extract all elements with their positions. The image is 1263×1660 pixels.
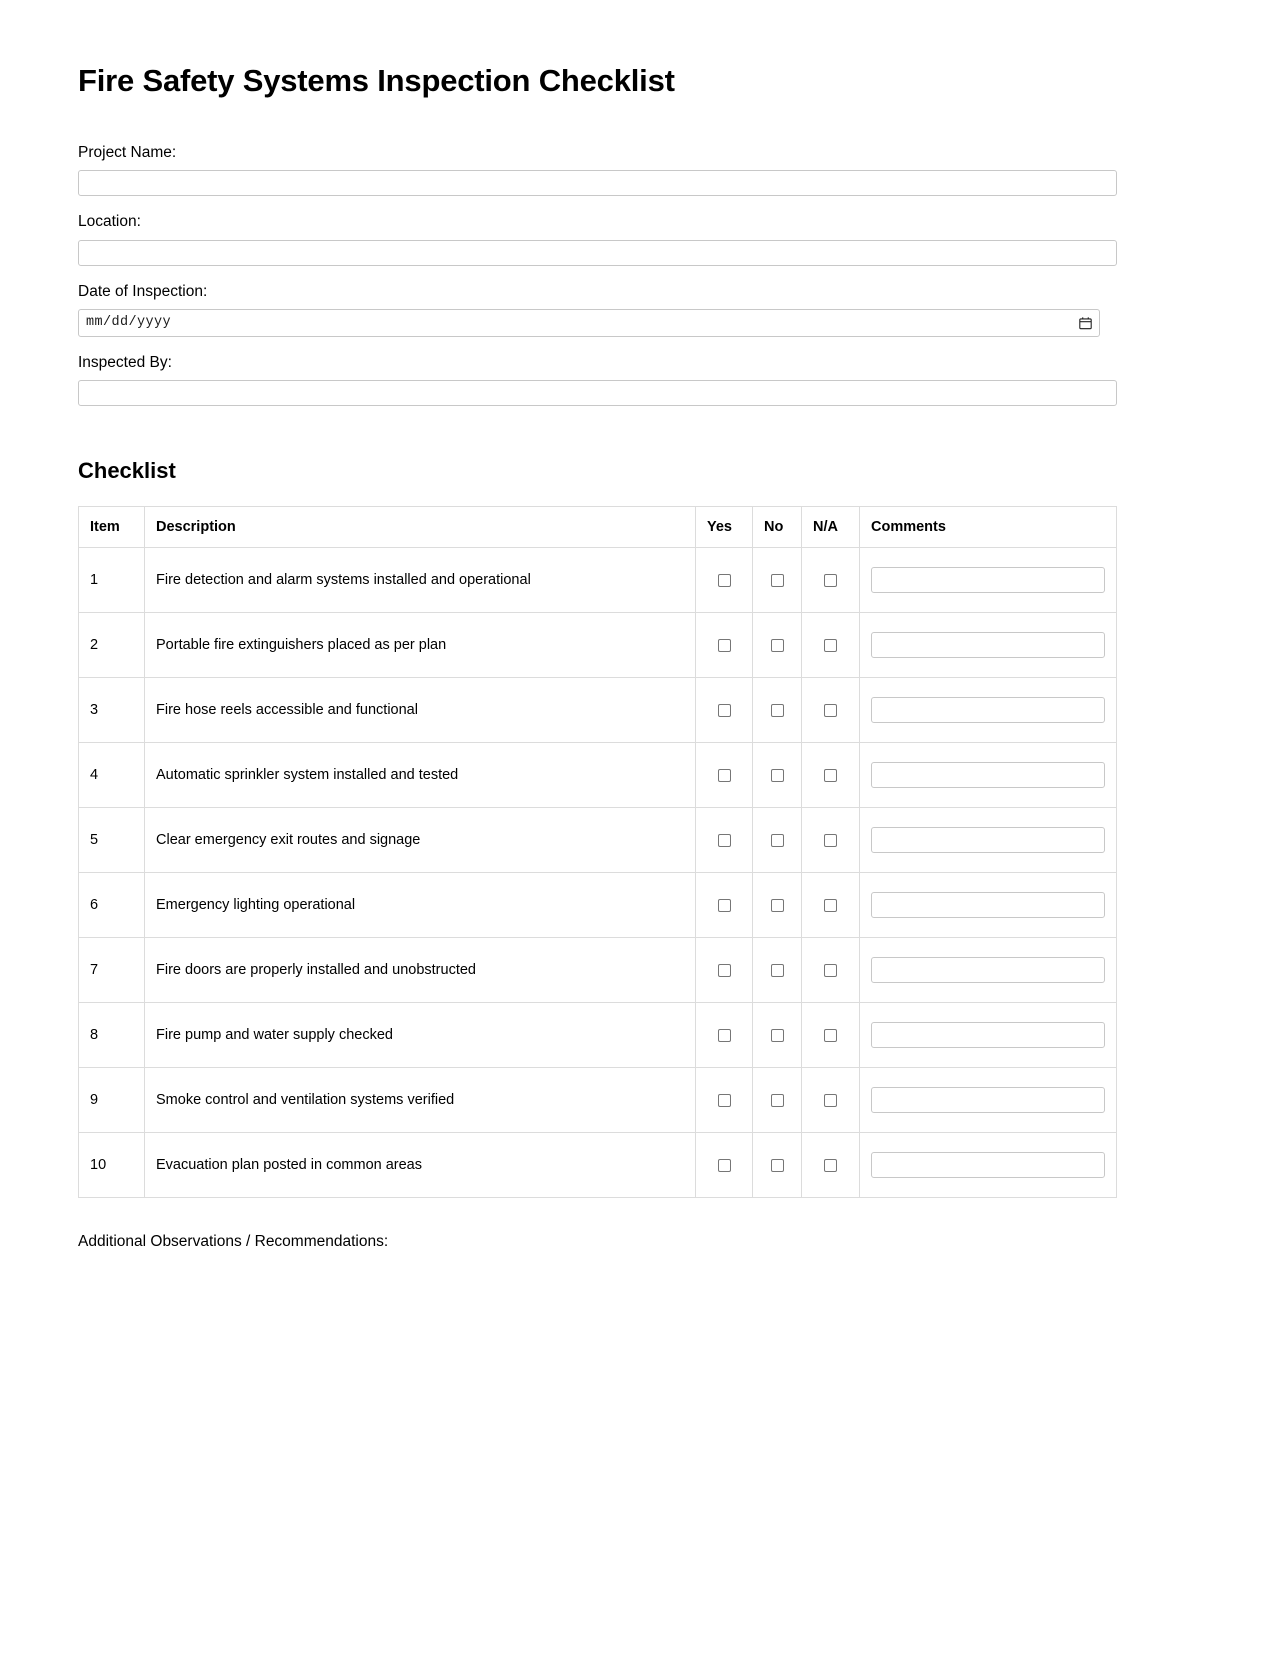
row-checkbox-na-cell <box>802 1003 860 1068</box>
row-checkbox-no-cell <box>753 743 802 808</box>
row-item-number: 3 <box>79 678 145 743</box>
row-comment-input[interactable] <box>871 697 1105 723</box>
table-row <box>79 678 1117 743</box>
row-checkbox-yes[interactable] <box>718 639 731 652</box>
inspected-by-label: Inspected By: <box>78 353 172 371</box>
row-comment-cell <box>860 938 1117 1003</box>
table-header-row <box>79 507 1117 548</box>
row-checkbox-yes-cell <box>696 1133 753 1198</box>
row-checkbox-yes[interactable] <box>718 1159 731 1172</box>
row-checkbox-no[interactable] <box>771 964 784 977</box>
row-item-number: 1 <box>79 548 145 613</box>
row-checkbox-na[interactable] <box>824 834 837 847</box>
field-project-name <box>78 141 1117 196</box>
column-header-item: Item <box>79 507 145 548</box>
row-item-number: 6 <box>79 873 145 938</box>
row-checkbox-na[interactable] <box>824 899 837 912</box>
row-checkbox-na[interactable] <box>824 769 837 782</box>
row-comment-input[interactable] <box>871 1087 1105 1113</box>
row-checkbox-yes-cell <box>696 873 753 938</box>
row-comment-cell <box>860 548 1117 613</box>
row-checkbox-na[interactable] <box>824 704 837 717</box>
row-description: Fire hose reels accessible and functional <box>145 678 696 743</box>
row-checkbox-no-cell <box>753 938 802 1003</box>
row-checkbox-na-cell <box>802 743 860 808</box>
row-item-number: 9 <box>79 1068 145 1133</box>
column-header-yes: Yes <box>696 507 753 548</box>
row-checkbox-yes[interactable] <box>718 834 731 847</box>
calendar-icon[interactable] <box>1079 316 1092 329</box>
row-checkbox-no-cell <box>753 548 802 613</box>
row-checkbox-no-cell <box>753 808 802 873</box>
table-row <box>79 1068 1117 1133</box>
row-comment-cell <box>860 1133 1117 1198</box>
project-name-label: Project Name: <box>78 144 177 162</box>
row-checkbox-yes-cell <box>696 613 753 678</box>
row-checkbox-na-cell <box>802 873 860 938</box>
row-description: Portable fire extinguishers placed as per plan <box>145 613 696 678</box>
row-checkbox-na-cell <box>802 938 860 1003</box>
checklist-table-body <box>79 548 1117 1198</box>
row-comment-cell <box>860 1068 1117 1133</box>
row-comment-input[interactable] <box>871 1152 1105 1178</box>
table-row <box>79 808 1117 873</box>
row-checkbox-na-cell <box>802 1068 860 1133</box>
row-checkbox-na-cell <box>802 678 860 743</box>
checklist-table <box>78 506 1117 1198</box>
table-row <box>79 613 1117 678</box>
row-comment-input[interactable] <box>871 892 1105 918</box>
row-checkbox-no[interactable] <box>771 899 784 912</box>
row-checkbox-yes[interactable] <box>718 704 731 717</box>
row-checkbox-na[interactable] <box>824 1029 837 1042</box>
row-description: Fire doors are properly installed and unobstructed <box>145 938 696 1003</box>
row-checkbox-na[interactable] <box>824 1159 837 1172</box>
row-comment-input[interactable] <box>871 762 1105 788</box>
table-row <box>79 1133 1117 1198</box>
inspected-by-input[interactable] <box>78 380 1117 406</box>
field-date-of-inspection <box>78 280 1117 337</box>
checklist-section-title: Checklist <box>78 458 176 484</box>
row-checkbox-no-cell <box>753 613 802 678</box>
date-of-inspection-input[interactable] <box>78 309 1100 337</box>
column-header-no: No <box>753 507 802 548</box>
row-description: Fire pump and water supply checked <box>145 1003 696 1068</box>
row-checkbox-na[interactable] <box>824 964 837 977</box>
row-checkbox-yes[interactable] <box>718 769 731 782</box>
row-comment-input[interactable] <box>871 632 1105 658</box>
additional-observations-label: Additional Observations / Recommendations: <box>78 1233 389 1251</box>
row-item-number: 8 <box>79 1003 145 1068</box>
row-checkbox-no[interactable] <box>771 769 784 782</box>
row-checkbox-na-cell <box>802 808 860 873</box>
row-checkbox-no[interactable] <box>771 574 784 587</box>
row-checkbox-no[interactable] <box>771 704 784 717</box>
checklist-table-head <box>79 507 1117 548</box>
row-checkbox-yes[interactable] <box>718 964 731 977</box>
table-row <box>79 548 1117 613</box>
row-checkbox-yes-cell <box>696 808 753 873</box>
table-row <box>79 873 1117 938</box>
row-checkbox-no-cell <box>753 1003 802 1068</box>
table-row <box>79 743 1117 808</box>
row-checkbox-yes-cell <box>696 678 753 743</box>
row-checkbox-na[interactable] <box>824 639 837 652</box>
row-checkbox-no[interactable] <box>771 1159 784 1172</box>
row-item-number: 5 <box>79 808 145 873</box>
row-checkbox-no-cell <box>753 873 802 938</box>
row-checkbox-yes[interactable] <box>718 1029 731 1042</box>
row-description: Automatic sprinkler system installed and tested <box>145 743 696 808</box>
row-checkbox-yes-cell <box>696 743 753 808</box>
row-item-number: 10 <box>79 1133 145 1198</box>
row-item-number: 7 <box>79 938 145 1003</box>
row-description: Smoke control and ventilation systems verified <box>145 1068 696 1133</box>
header-fields-group <box>78 141 1117 406</box>
row-checkbox-no[interactable] <box>771 1094 784 1107</box>
table-row <box>79 938 1117 1003</box>
row-checkbox-no[interactable] <box>771 639 784 652</box>
row-checkbox-no[interactable] <box>771 1029 784 1042</box>
row-checkbox-no-cell <box>753 1068 802 1133</box>
location-input[interactable] <box>78 240 1117 266</box>
column-header-comments: Comments <box>860 507 1117 548</box>
row-checkbox-yes-cell <box>696 548 753 613</box>
date-placeholder-text: mm/dd/yyyy <box>86 314 172 330</box>
row-checkbox-na-cell <box>802 548 860 613</box>
row-item-number: 4 <box>79 743 145 808</box>
table-row <box>79 1003 1117 1068</box>
row-item-number: 2 <box>79 613 145 678</box>
column-header-na: N/A <box>802 507 860 548</box>
date-of-inspection-label: Date of Inspection: <box>78 282 208 300</box>
row-comment-input[interactable] <box>871 957 1105 983</box>
row-checkbox-na-cell <box>802 1133 860 1198</box>
row-checkbox-na[interactable] <box>824 574 837 587</box>
row-comment-input[interactable] <box>871 567 1105 593</box>
project-name-input[interactable] <box>78 170 1117 196</box>
row-checkbox-yes[interactable] <box>718 899 731 912</box>
page-title: Fire Safety Systems Inspection Checklist <box>78 63 675 98</box>
location-label: Location: <box>78 213 141 231</box>
row-comment-cell <box>860 808 1117 873</box>
row-checkbox-na[interactable] <box>824 1094 837 1107</box>
date-input-wrapper <box>78 309 1100 337</box>
field-location <box>78 210 1117 265</box>
row-checkbox-yes-cell <box>696 1068 753 1133</box>
row-checkbox-no[interactable] <box>771 834 784 847</box>
row-checkbox-na-cell <box>802 613 860 678</box>
row-description: Evacuation plan posted in common areas <box>145 1133 696 1198</box>
column-header-description: Description <box>145 507 696 548</box>
row-comment-cell <box>860 1003 1117 1068</box>
row-comment-cell <box>860 613 1117 678</box>
row-checkbox-yes[interactable] <box>718 574 731 587</box>
row-description: Fire detection and alarm systems installed and operational <box>145 548 696 613</box>
row-description: Emergency lighting operational <box>145 873 696 938</box>
row-checkbox-no-cell <box>753 1133 802 1198</box>
row-checkbox-no-cell <box>753 678 802 743</box>
row-checkbox-yes-cell <box>696 938 753 1003</box>
field-inspected-by <box>78 351 1117 406</box>
row-comment-cell <box>860 873 1117 938</box>
row-description: Clear emergency exit routes and signage <box>145 808 696 873</box>
row-comment-input[interactable] <box>871 1022 1105 1048</box>
row-checkbox-yes-cell <box>696 1003 753 1068</box>
row-comment-input[interactable] <box>871 827 1105 853</box>
row-comment-cell <box>860 678 1117 743</box>
row-checkbox-yes[interactable] <box>718 1094 731 1107</box>
row-comment-cell <box>860 743 1117 808</box>
